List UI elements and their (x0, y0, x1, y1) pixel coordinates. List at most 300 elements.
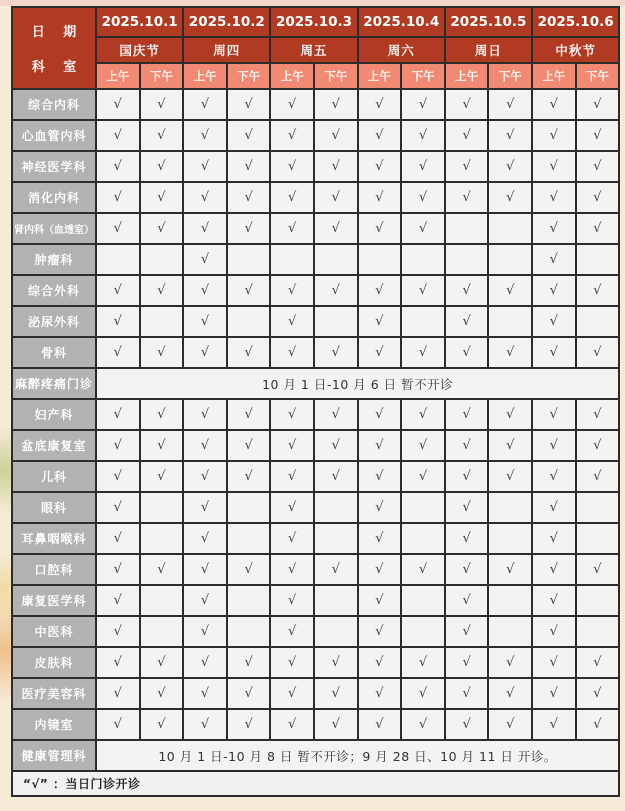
empty-slot (270, 244, 314, 275)
open-checkmark: √ (183, 430, 227, 461)
open-checkmark: √ (488, 182, 532, 213)
schedule-row (12, 616, 619, 647)
open-checkmark: √ (140, 275, 184, 306)
open-checkmark: √ (532, 678, 576, 709)
open-checkmark: √ (576, 337, 620, 368)
schedule-row (12, 399, 619, 430)
pm-header: 下午 (227, 63, 271, 89)
open-checkmark: √ (227, 678, 271, 709)
open-checkmark: √ (445, 492, 489, 523)
open-checkmark: √ (183, 647, 227, 678)
closure-notice: 10 月 1 日-10 月 6 日 暂不开诊 (96, 368, 619, 399)
empty-slot (358, 244, 402, 275)
open-checkmark: √ (401, 709, 445, 740)
open-checkmark: √ (314, 275, 358, 306)
schedule-row (12, 244, 619, 275)
empty-slot (140, 616, 184, 647)
empty-slot (576, 616, 620, 647)
open-checkmark: √ (358, 151, 402, 182)
open-checkmark: √ (576, 89, 620, 120)
open-checkmark: √ (270, 430, 314, 461)
open-checkmark: √ (532, 585, 576, 616)
open-checkmark: √ (140, 182, 184, 213)
open-checkmark: √ (227, 430, 271, 461)
open-checkmark: √ (183, 213, 227, 244)
open-checkmark: √ (358, 709, 402, 740)
open-checkmark: √ (358, 337, 402, 368)
open-checkmark: √ (314, 647, 358, 678)
open-checkmark: √ (401, 151, 445, 182)
day-name-header: 周五 (270, 37, 357, 63)
open-checkmark: √ (227, 182, 271, 213)
open-checkmark: √ (401, 554, 445, 585)
department-label: 肿瘤科 (12, 244, 96, 275)
open-checkmark: √ (227, 399, 271, 430)
schedule-row (12, 213, 619, 244)
open-checkmark: √ (183, 306, 227, 337)
department-label: 消化内科 (12, 182, 96, 213)
am-header: 上午 (532, 63, 576, 89)
open-checkmark: √ (358, 554, 402, 585)
schedule-row (12, 740, 619, 771)
date-header-row (12, 7, 619, 37)
open-checkmark: √ (445, 120, 489, 151)
department-label: 神经医学科 (12, 151, 96, 182)
open-checkmark: √ (183, 120, 227, 151)
open-checkmark: √ (576, 647, 620, 678)
holiday-header-row (12, 37, 619, 63)
open-checkmark: √ (96, 89, 140, 120)
empty-slot (488, 492, 532, 523)
open-checkmark: √ (314, 151, 358, 182)
date-header: 2025.10.5 (445, 7, 532, 37)
pm-header: 下午 (140, 63, 184, 89)
open-checkmark: √ (445, 430, 489, 461)
open-checkmark: √ (270, 337, 314, 368)
open-checkmark: √ (227, 275, 271, 306)
empty-slot (488, 616, 532, 647)
open-checkmark: √ (96, 616, 140, 647)
corner-header (12, 7, 96, 89)
empty-slot (140, 492, 184, 523)
open-checkmark: √ (96, 678, 140, 709)
open-checkmark: √ (270, 306, 314, 337)
pm-header: 下午 (401, 63, 445, 89)
open-checkmark: √ (576, 399, 620, 430)
open-checkmark: √ (96, 461, 140, 492)
open-checkmark: √ (140, 461, 184, 492)
open-checkmark: √ (270, 399, 314, 430)
empty-slot (488, 523, 532, 554)
open-checkmark: √ (270, 120, 314, 151)
empty-slot (488, 213, 532, 244)
open-checkmark: √ (270, 151, 314, 182)
schedule-row (12, 337, 619, 368)
empty-slot (401, 492, 445, 523)
open-checkmark: √ (183, 709, 227, 740)
open-checkmark: √ (358, 523, 402, 554)
open-checkmark: √ (576, 213, 620, 244)
open-checkmark: √ (532, 647, 576, 678)
open-checkmark: √ (227, 647, 271, 678)
open-checkmark: √ (401, 120, 445, 151)
open-checkmark: √ (96, 120, 140, 151)
open-checkmark: √ (183, 337, 227, 368)
open-checkmark: √ (358, 120, 402, 151)
empty-slot (445, 213, 489, 244)
legend-row (12, 771, 619, 796)
empty-slot (227, 306, 271, 337)
schedule-row (12, 120, 619, 151)
open-checkmark: √ (183, 244, 227, 275)
department-label: 麻醉疼痛门诊 (12, 368, 96, 399)
open-checkmark: √ (401, 89, 445, 120)
empty-slot (488, 585, 532, 616)
am-header: 上午 (445, 63, 489, 89)
open-checkmark: √ (532, 182, 576, 213)
open-checkmark: √ (96, 151, 140, 182)
open-checkmark: √ (227, 89, 271, 120)
open-checkmark: √ (576, 182, 620, 213)
corner-date-label: 日 期 (31, 25, 84, 40)
empty-slot (314, 244, 358, 275)
empty-slot (576, 492, 620, 523)
open-checkmark: √ (96, 182, 140, 213)
open-checkmark: √ (183, 678, 227, 709)
department-label: 康复医学科 (12, 585, 96, 616)
open-checkmark: √ (183, 275, 227, 306)
open-checkmark: √ (445, 89, 489, 120)
open-checkmark: √ (401, 213, 445, 244)
open-checkmark: √ (183, 492, 227, 523)
am-header: 上午 (183, 63, 227, 89)
open-checkmark: √ (358, 585, 402, 616)
open-checkmark: √ (532, 523, 576, 554)
empty-slot (401, 523, 445, 554)
open-checkmark: √ (140, 709, 184, 740)
open-checkmark: √ (140, 89, 184, 120)
day-name-header: 周日 (445, 37, 532, 63)
open-checkmark: √ (488, 647, 532, 678)
open-checkmark: √ (270, 275, 314, 306)
pm-header: 下午 (314, 63, 358, 89)
day-name-header: 中秋节 (532, 37, 619, 63)
department-label: 综合内科 (12, 89, 96, 120)
closure-notice: 10 月 1 日-10 月 8 日 暂不开诊；9 月 28 日、10 月 11 日 开诊。 (96, 740, 619, 771)
department-label: 中医科 (12, 616, 96, 647)
open-checkmark: √ (314, 89, 358, 120)
empty-slot (314, 523, 358, 554)
outpatient-schedule-table (11, 6, 620, 797)
open-checkmark: √ (358, 399, 402, 430)
schedule-row (12, 368, 619, 399)
open-checkmark: √ (314, 678, 358, 709)
open-checkmark: √ (183, 461, 227, 492)
schedule-row (12, 430, 619, 461)
schedule-row (12, 647, 619, 678)
open-checkmark: √ (96, 523, 140, 554)
open-checkmark: √ (314, 120, 358, 151)
open-checkmark: √ (270, 709, 314, 740)
open-checkmark: √ (96, 306, 140, 337)
empty-slot (401, 244, 445, 275)
open-checkmark: √ (227, 337, 271, 368)
empty-slot (314, 616, 358, 647)
open-checkmark: √ (532, 554, 576, 585)
empty-slot (227, 523, 271, 554)
schedule-row (12, 523, 619, 554)
am-header: 上午 (358, 63, 402, 89)
open-checkmark: √ (140, 678, 184, 709)
open-checkmark: √ (532, 275, 576, 306)
open-checkmark: √ (183, 151, 227, 182)
department-label: 内镜室 (12, 709, 96, 740)
open-checkmark: √ (358, 213, 402, 244)
open-checkmark: √ (227, 461, 271, 492)
schedule-row (12, 182, 619, 213)
department-label: 医疗美容科 (12, 678, 96, 709)
open-checkmark: √ (314, 461, 358, 492)
open-checkmark: √ (358, 647, 402, 678)
empty-slot (488, 244, 532, 275)
open-checkmark: √ (96, 554, 140, 585)
day-name-header: 国庆节 (96, 37, 183, 63)
open-checkmark: √ (183, 616, 227, 647)
open-checkmark: √ (576, 430, 620, 461)
open-checkmark: √ (532, 709, 576, 740)
open-checkmark: √ (576, 678, 620, 709)
open-checkmark: √ (358, 678, 402, 709)
department-label: 耳鼻咽喉科 (12, 523, 96, 554)
open-checkmark: √ (488, 337, 532, 368)
open-checkmark: √ (270, 678, 314, 709)
open-checkmark: √ (183, 585, 227, 616)
schedule-row (12, 89, 619, 120)
pm-header: 下午 (576, 63, 620, 89)
open-checkmark: √ (532, 306, 576, 337)
department-label: 儿科 (12, 461, 96, 492)
department-label: 泌尿外科 (12, 306, 96, 337)
open-checkmark: √ (532, 430, 576, 461)
open-checkmark: √ (488, 151, 532, 182)
open-checkmark: √ (532, 461, 576, 492)
open-checkmark: √ (576, 461, 620, 492)
open-checkmark: √ (227, 151, 271, 182)
open-checkmark: √ (401, 461, 445, 492)
open-checkmark: √ (488, 275, 532, 306)
open-checkmark: √ (314, 554, 358, 585)
department-label: 口腔科 (12, 554, 96, 585)
department-label: 骨科 (12, 337, 96, 368)
department-label: 健康管理科 (12, 740, 96, 771)
date-header: 2025.10.4 (358, 7, 445, 37)
open-checkmark: √ (183, 399, 227, 430)
open-checkmark: √ (532, 492, 576, 523)
open-checkmark: √ (445, 678, 489, 709)
open-checkmark: √ (227, 709, 271, 740)
open-checkmark: √ (401, 337, 445, 368)
open-checkmark: √ (488, 461, 532, 492)
open-checkmark: √ (270, 647, 314, 678)
open-checkmark: √ (576, 554, 620, 585)
empty-slot (488, 306, 532, 337)
open-checkmark: √ (401, 430, 445, 461)
open-checkmark: √ (488, 678, 532, 709)
open-checkmark: √ (314, 399, 358, 430)
open-checkmark: √ (140, 554, 184, 585)
open-checkmark: √ (314, 709, 358, 740)
open-checkmark: √ (140, 213, 184, 244)
open-checkmark: √ (227, 554, 271, 585)
open-checkmark: √ (358, 492, 402, 523)
department-label: 盆底康复室 (12, 430, 96, 461)
pm-header: 下午 (488, 63, 532, 89)
day-name-header: 周四 (183, 37, 270, 63)
empty-slot (401, 585, 445, 616)
open-checkmark: √ (227, 213, 271, 244)
open-checkmark: √ (183, 89, 227, 120)
corner-dept-label: 科 室 (31, 60, 84, 75)
open-checkmark: √ (445, 585, 489, 616)
department-label: 眼科 (12, 492, 96, 523)
open-checkmark: √ (445, 709, 489, 740)
open-checkmark: √ (445, 616, 489, 647)
open-checkmark: √ (401, 182, 445, 213)
empty-slot (227, 244, 271, 275)
open-checkmark: √ (358, 306, 402, 337)
open-checkmark: √ (445, 337, 489, 368)
open-checkmark: √ (445, 151, 489, 182)
open-checkmark: √ (488, 554, 532, 585)
open-checkmark: √ (140, 151, 184, 182)
open-checkmark: √ (140, 647, 184, 678)
open-checkmark: √ (96, 709, 140, 740)
open-checkmark: √ (401, 678, 445, 709)
schedule-row (12, 306, 619, 337)
open-checkmark: √ (532, 120, 576, 151)
open-checkmark: √ (140, 399, 184, 430)
schedule-row (12, 275, 619, 306)
day-name-header: 周六 (358, 37, 445, 63)
empty-slot (227, 585, 271, 616)
ampm-header-row (12, 63, 619, 89)
open-checkmark: √ (488, 120, 532, 151)
department-label: 综合外科 (12, 275, 96, 306)
open-checkmark: √ (358, 275, 402, 306)
open-checkmark: √ (532, 213, 576, 244)
open-checkmark: √ (96, 399, 140, 430)
open-checkmark: √ (401, 647, 445, 678)
schedule-row (12, 151, 619, 182)
open-checkmark: √ (358, 182, 402, 213)
open-checkmark: √ (445, 399, 489, 430)
open-checkmark: √ (488, 430, 532, 461)
schedule-row (12, 678, 619, 709)
open-checkmark: √ (576, 151, 620, 182)
date-header: 2025.10.2 (183, 7, 270, 37)
open-checkmark: √ (445, 306, 489, 337)
open-checkmark: √ (140, 337, 184, 368)
open-checkmark: √ (314, 337, 358, 368)
empty-slot (576, 585, 620, 616)
open-checkmark: √ (183, 182, 227, 213)
open-checkmark: √ (96, 275, 140, 306)
am-header: 上午 (96, 63, 140, 89)
open-checkmark: √ (183, 523, 227, 554)
open-checkmark: √ (140, 430, 184, 461)
open-checkmark: √ (532, 89, 576, 120)
empty-slot (314, 306, 358, 337)
open-checkmark: √ (314, 182, 358, 213)
date-header: 2025.10.3 (270, 7, 357, 37)
legend-note: “√” ：当日门诊开诊 (12, 771, 619, 796)
empty-slot (314, 585, 358, 616)
open-checkmark: √ (270, 461, 314, 492)
open-checkmark: √ (532, 151, 576, 182)
open-checkmark: √ (488, 709, 532, 740)
open-checkmark: √ (445, 647, 489, 678)
open-checkmark: √ (358, 89, 402, 120)
open-checkmark: √ (314, 213, 358, 244)
open-checkmark: √ (270, 616, 314, 647)
open-checkmark: √ (576, 275, 620, 306)
open-checkmark: √ (183, 554, 227, 585)
open-checkmark: √ (488, 89, 532, 120)
open-checkmark: √ (532, 244, 576, 275)
empty-slot (401, 306, 445, 337)
department-label: 皮肤科 (12, 647, 96, 678)
open-checkmark: √ (445, 182, 489, 213)
empty-slot (227, 616, 271, 647)
open-checkmark: √ (358, 461, 402, 492)
open-checkmark: √ (96, 213, 140, 244)
open-checkmark: √ (96, 492, 140, 523)
empty-slot (576, 523, 620, 554)
open-checkmark: √ (576, 120, 620, 151)
department-label: 肾内科（血透室） (12, 213, 96, 244)
schedule-row (12, 492, 619, 523)
open-checkmark: √ (576, 709, 620, 740)
department-label: 妇产科 (12, 399, 96, 430)
schedule-row (12, 461, 619, 492)
empty-slot (401, 616, 445, 647)
open-checkmark: √ (358, 430, 402, 461)
open-checkmark: √ (401, 399, 445, 430)
open-checkmark: √ (96, 585, 140, 616)
empty-slot (314, 492, 358, 523)
open-checkmark: √ (445, 554, 489, 585)
open-checkmark: √ (227, 120, 271, 151)
open-checkmark: √ (488, 399, 532, 430)
open-checkmark: √ (270, 213, 314, 244)
department-label: 心血管内科 (12, 120, 96, 151)
schedule-row (12, 554, 619, 585)
date-header: 2025.10.6 (532, 7, 619, 37)
open-checkmark: √ (270, 492, 314, 523)
open-checkmark: √ (532, 616, 576, 647)
open-checkmark: √ (445, 523, 489, 554)
empty-slot (140, 306, 184, 337)
am-header: 上午 (270, 63, 314, 89)
open-checkmark: √ (270, 554, 314, 585)
schedule-row (12, 585, 619, 616)
empty-slot (227, 492, 271, 523)
open-checkmark: √ (96, 337, 140, 368)
open-checkmark: √ (358, 616, 402, 647)
open-checkmark: √ (401, 275, 445, 306)
date-header: 2025.10.1 (96, 7, 183, 37)
empty-slot (576, 244, 620, 275)
